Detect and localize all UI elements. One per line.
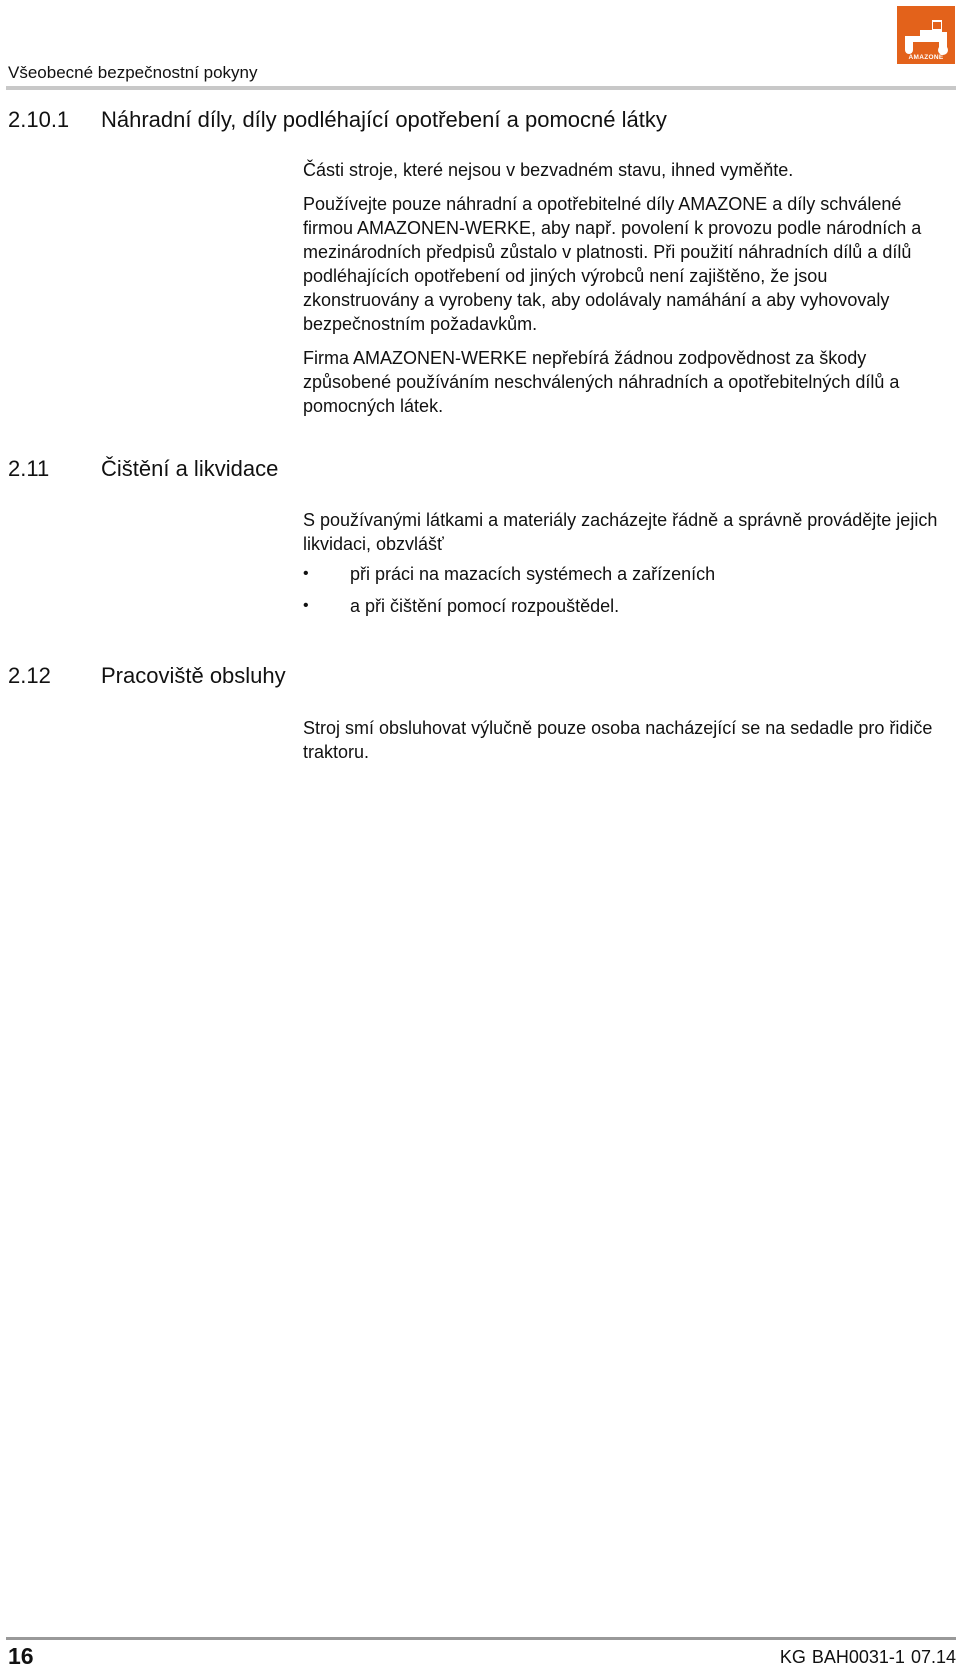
- section-heading-spare-parts: [8, 107, 667, 133]
- section-body-cleaning: [303, 508, 943, 556]
- logo-text: AMAZONE: [908, 54, 944, 61]
- list-item: • a při čištění pomocí rozpouštědel.: [303, 594, 715, 626]
- document-code: KG BAH0031-1 07.14: [779, 1647, 956, 1667]
- header-divider: [6, 86, 956, 90]
- section-heading-cleaning: [8, 456, 278, 482]
- footer-divider: [6, 1637, 956, 1640]
- section-body-spare-parts: [303, 158, 943, 418]
- section-title: Pracoviště obsluhy: [101, 663, 286, 688]
- paragraph: S používanými látkami a materiály zacházejte řádně a správně provádějte jejich likvidaci, obzvlášť: [303, 510, 938, 554]
- section-title: Náhradní díly, díly podléhající opotřebení a pomocné látky: [101, 107, 667, 132]
- running-header-title: Všeobecné bezpečnostní pokyny: [8, 63, 258, 82]
- amazone-logo: [897, 6, 955, 64]
- page-number: 16: [8, 1643, 34, 1669]
- paragraph: Stroj smí obsluhovat výlučně pouze osoba nacházející se na sedadle pro řidiče traktoru.: [303, 718, 933, 762]
- section-title: Čištění a likvidace: [101, 456, 279, 481]
- section-number: 2.11: [8, 456, 50, 481]
- list-item: • při práci na mazacích systémech a zařízeních: [303, 562, 715, 594]
- section-number: 2.10.1: [8, 107, 70, 132]
- paragraph: Firma AMAZONEN-WERKE nepřebírá žádnou zodpovědnost za škody způsobené používáním neschválených náhradních a opotřebitelných dílů a pomocných látek.: [303, 348, 900, 416]
- paragraph: Používejte pouze náhradní a opotřebitelné díly AMAZONE a díly schválené firmou AMAZONEN-WERKE, aby např. povolení k provozu podle národních a mezinárodních předpisů zůstalo v platnosti. Při použití náhradních dílů a dílů podléhajících opotřebení od jiných výrobců není zajištěno, že jsou zkonstruovány a vyrobeny tak, aby odolávaly namáhání a aby vyhovovaly bezpečnostním požadavkům.: [303, 194, 922, 334]
- section-body-operator-station: [303, 716, 943, 764]
- paragraph: Části stroje, které nejsou v bezvadném stavu, ihned vyměňte.: [303, 160, 794, 180]
- bullet-list: [303, 562, 715, 626]
- section-heading-operator-station: [8, 663, 286, 689]
- section-number: 2.12: [8, 663, 51, 688]
